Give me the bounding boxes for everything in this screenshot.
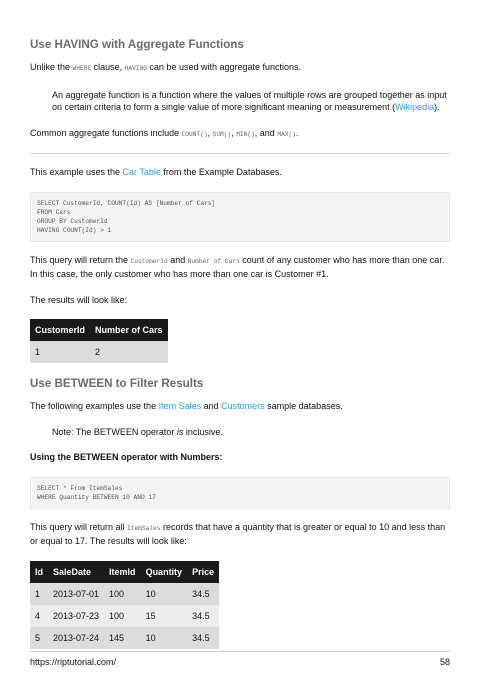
inline-code-number-of-cars: Number of Cars (187, 257, 240, 265)
table-cell: 10 (141, 627, 188, 649)
table-row (30, 627, 219, 649)
table-header-cell: Id (30, 561, 48, 583)
paragraph-car-table: This example uses the Car Table from the Example Databases. (30, 167, 282, 177)
page-content (30, 38, 450, 663)
inline-code-max: MAX() (277, 130, 296, 138)
table-cell: 145 (104, 627, 141, 649)
table-cell: 15 (141, 605, 188, 627)
table-cell: 1 (30, 583, 48, 605)
table-cell: 100 (104, 583, 141, 605)
table-cell: 5 (30, 627, 48, 649)
table-cell: 34.5 (187, 583, 219, 605)
table-cell: 1 (30, 341, 90, 363)
paragraph-results-intro: The results will look like: (30, 294, 128, 305)
table-cell: 2013-07-23 (48, 605, 104, 627)
inline-code-sum: SUM() (212, 130, 232, 138)
footer-divider (30, 651, 450, 652)
blockquote-aggregate: An aggregate function is a function where the values of multiple rows are grouped together as input on certain criteria to form a single value of more significant meaning or measurement (Wikipedia). (52, 89, 447, 112)
section-title-having: Use HAVING with Aggregate Functions (30, 38, 244, 51)
inline-code-where: WHERE (72, 65, 92, 72)
divider (30, 153, 450, 154)
page-number: 58 (439, 657, 450, 667)
table-header-cell: Price (187, 561, 219, 583)
table-row (30, 341, 168, 363)
section-title-between: Use BETWEEN to Filter Results (30, 377, 204, 390)
car-table-link[interactable]: Car Table (122, 167, 161, 177)
table-header-cell: CustomerId (30, 319, 90, 341)
table-row (30, 583, 219, 605)
table-header-row (30, 561, 219, 583)
paragraph-between-intro: The following examples use the Item Sales and Customers sample databases. (30, 401, 343, 411)
wikipedia-link[interactable]: Wikipedia (395, 102, 435, 112)
subheading-between-numbers: Using the BETWEEN operator with Numbers: (30, 452, 223, 462)
table-cell: 4 (30, 605, 48, 627)
paragraph-between-explanation: This query will return all ItemSales records that have a quantity that is greater or equal to 10 and less than or equal to 17. The results will look like: (30, 521, 446, 546)
table-cell: 10 (141, 583, 188, 605)
paragraph-having-intro: Unlike the WHERE clause, HAVING can be used with aggregate functions. (30, 62, 302, 72)
table-cell: 34.5 (187, 627, 219, 649)
table-header-cell: Number of Cars (90, 319, 168, 341)
item-sales-link[interactable]: Item Sales (158, 401, 202, 411)
table-header-cell: SaleDate (48, 561, 104, 583)
paragraph-aggregate-functions: Common aggregate functions include COUNT(), SUM(), MIN(), and MAX(). (30, 127, 299, 138)
paragraph-query-explanation: This query will return the CustomerId and Number of Cars count of any customer who has more than one car. In this case, the only customer who has more than one car is Customer #1. (30, 254, 445, 279)
table-row (30, 605, 219, 627)
footer-url[interactable]: https://riptutorial.com/ (30, 657, 117, 667)
customers-link[interactable]: Customers (221, 401, 265, 411)
note-between-inclusive: Note: The BETWEEN operator is inclusive. (52, 426, 223, 437)
inline-code-count: COUNT() (181, 130, 208, 138)
inline-code-having: HAVING (124, 65, 147, 72)
inline-code-itemsales: ItemSales (127, 524, 161, 532)
table-cell: 34.5 (187, 605, 219, 627)
table-cell: 2 (90, 341, 168, 363)
table-header-cell: Quantity (141, 561, 188, 583)
code-block-having: SELECT CustomerId, COUNT(Id) AS [Number of Cars] FROM Cars GROUP BY CustomerId HAVING COUNT(Id) > 1 (30, 192, 450, 242)
results-table-itemsales (30, 561, 219, 649)
inline-code-min: MIN() (236, 130, 255, 138)
table-cell: 2013-07-24 (48, 627, 104, 649)
results-table-cars (30, 319, 168, 363)
table-cell: 100 (104, 605, 141, 627)
code-block-between: SELECT * From ItemSales WHERE Quantity BETWEEN 10 AND 17 (30, 477, 450, 509)
table-cell: 2013-07-01 (48, 583, 104, 605)
table-header-cell: ItemId (104, 561, 141, 583)
inline-code-customerid: CustomerId (130, 257, 168, 265)
table-header-row (30, 319, 168, 341)
